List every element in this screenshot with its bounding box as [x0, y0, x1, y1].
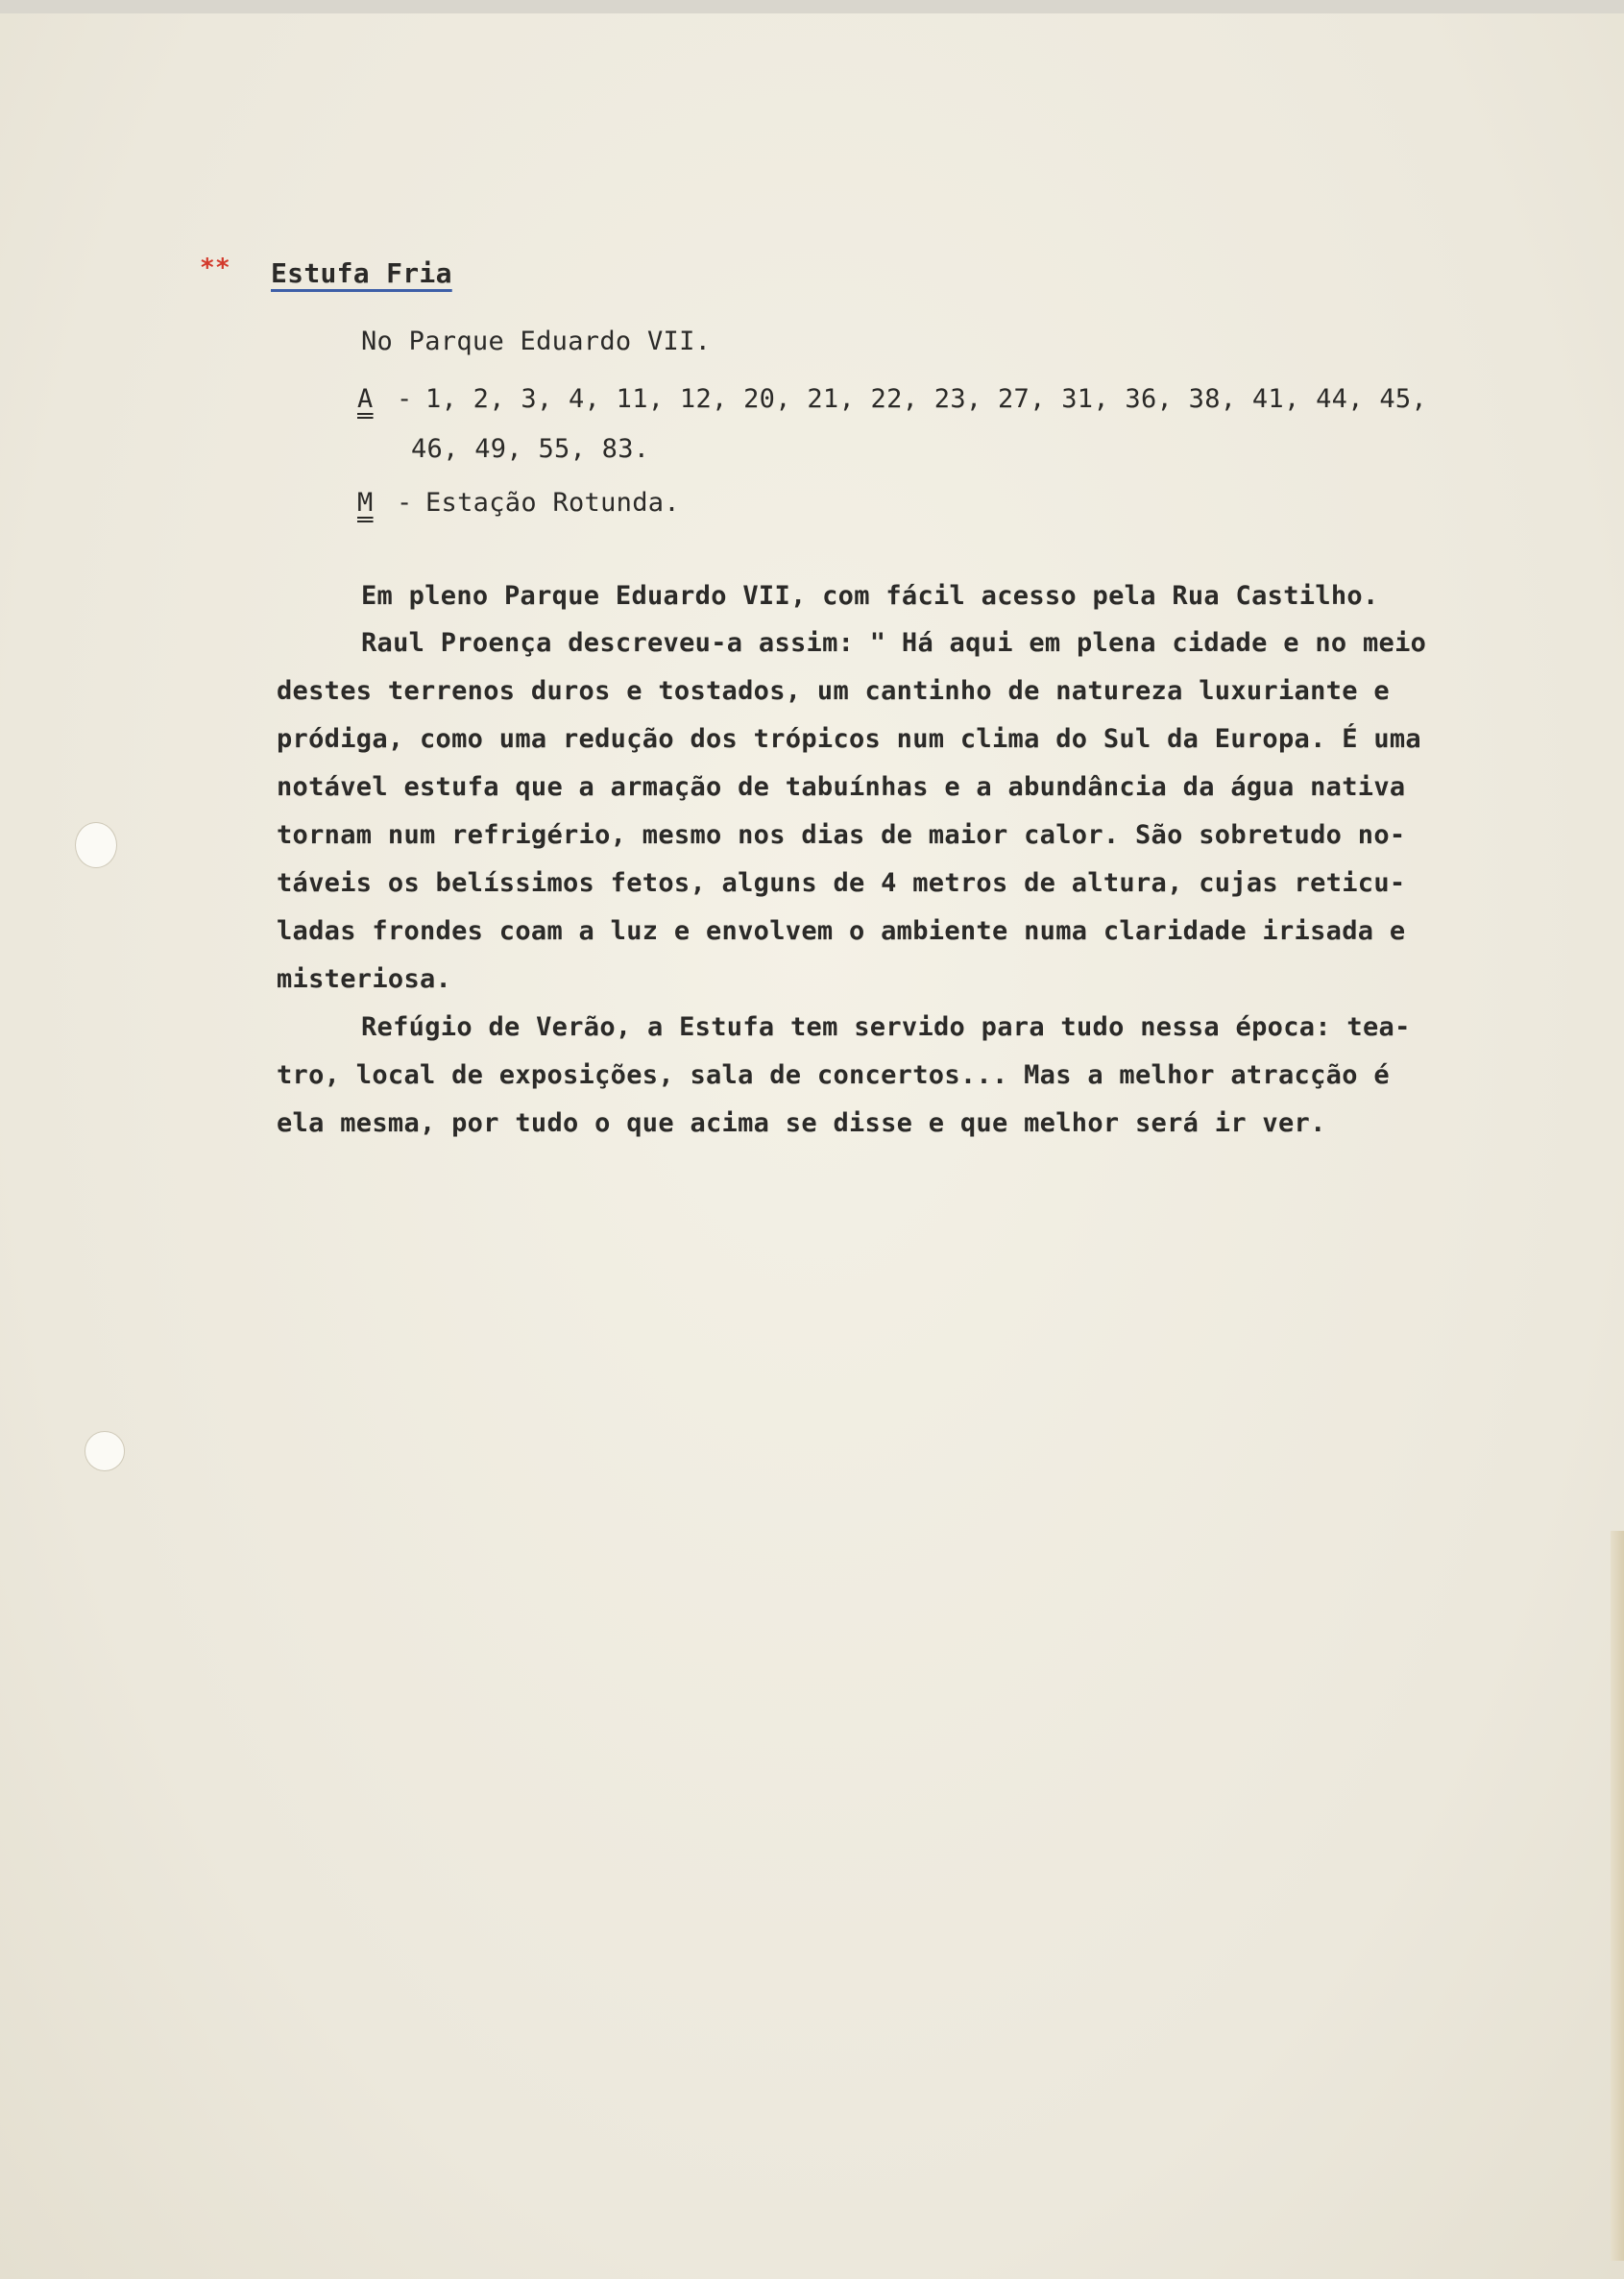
paragraph-2-line-1: Raul Proença descreveu-a assim: " Há aqui em plena cidade e no meio	[361, 628, 1427, 658]
transport-separator: -	[397, 384, 429, 414]
paragraph-2-line-7: ladas frondes coam a luz e envolvem o ambiente numa claridade irisada e	[277, 916, 1406, 946]
punch-hole-lower	[85, 1431, 125, 1471]
transport-bus-line-1: 1, 2, 3, 4, 11, 12, 20, 21, 22, 23, 27, 31, 36, 38, 41, 44, 45,	[425, 384, 1427, 414]
location-line: No Parque Eduardo VII.	[361, 327, 712, 356]
paper-edge-stain	[1611, 1531, 1624, 2261]
paragraph-2-line-3: pródiga, como uma redução dos trópicos num clima do Sul da Europa. É uma	[277, 724, 1421, 754]
paragraph-3-line-1: Refúgio de Verão, a Estufa tem servido para tudo nessa época: tea-	[361, 1012, 1411, 1042]
transport-bus-line-2: 46, 49, 55, 83.	[411, 434, 650, 464]
transport-code-bus: A	[357, 384, 374, 414]
paragraph-2-line-4: notável estufa que a armação de tabuínhas e a abundância da água nativa	[277, 772, 1406, 802]
paragraph-1-line-1: Em pleno Parque Eduardo VII, com fácil acesso pela Rua Castilho.	[361, 581, 1379, 611]
paragraph-2-line-2: destes terrenos duros e tostados, um cantinho de natureza luxuriante e	[277, 676, 1390, 706]
transport-separator: -	[397, 488, 429, 518]
page-title: Estufa Fria	[271, 257, 452, 289]
paragraph-2-line-6: táveis os belíssimos fetos, alguns de 4 metros de altura, cujas reticu-	[277, 868, 1406, 898]
paragraph-2-line-5: tornam num refrigério, mesmo nos dias de maior calor. São sobretudo no-	[277, 820, 1406, 850]
punch-hole-upper	[75, 822, 117, 868]
paragraph-3-line-3: ela mesma, por tudo o que acima se disse e que melhor será ir ver.	[277, 1108, 1326, 1138]
transport-metro-line-1: Estação Rotunda.	[425, 488, 680, 518]
document-page	[0, 13, 1624, 2279]
paragraph-3-line-2: tro, local de exposições, sala de concertos... Mas a melhor atracção é	[277, 1060, 1390, 1090]
transport-code-metro: M	[357, 488, 374, 518]
paragraph-2-line-8: misteriosa.	[277, 964, 452, 994]
importance-marker: **	[200, 254, 230, 282]
